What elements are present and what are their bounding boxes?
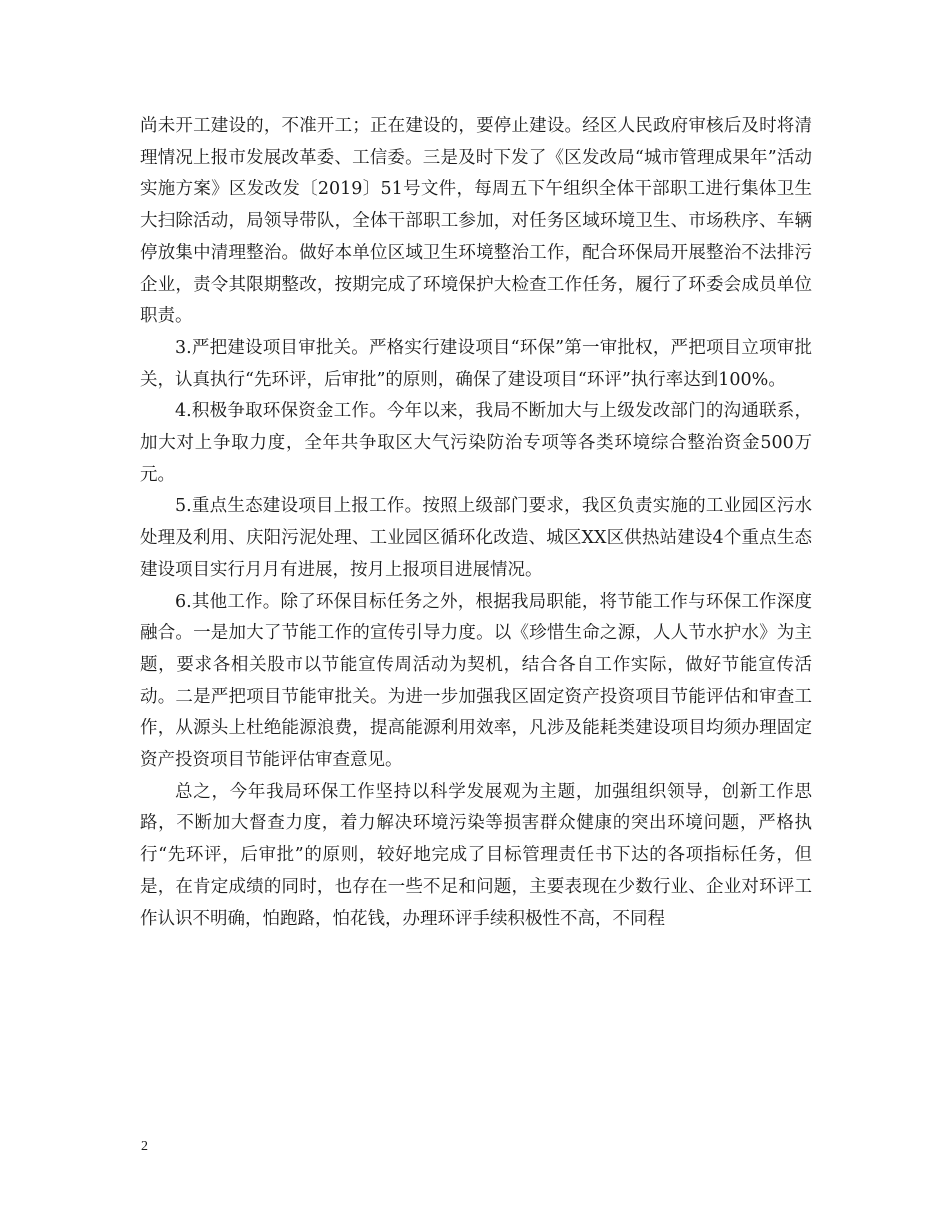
paragraph-item-5: 5.重点生态建设项目上报工作。按照上级部门要求，我区负责实施的工业园区污水处理及利用、庆阳污泥处理、工业园区循环化改造、城区XX区供热站建设4个重点生态建设项目实行月月有进展，按月上报项目进展情况。 — [140, 496, 812, 580]
paragraph-item-6: 6.其他工作。除了环保目标任务之外，根据我局职能，将节能工作与环保工作深度融合。一是加大了节能工作的宣传引导力度。以《珍惜生命之源，人人节水护水》为主题，要求各相关股市以节能宣传周活动为契机，结合各自工作实际，做好节能宣传活动。二是严把项目节能审批关。为进一步加强我区固定资产投资项目节能评估和审查工作，从源头上杜绝能源浪费，提高能源利用效率，凡涉及能耗类建设项目均须办理固定资产投资项目节能评估审查意见。 — [140, 591, 812, 771]
document-body — [140, 111, 812, 935]
page-number: 2 — [141, 1139, 148, 1154]
paragraph-summary: 总之，今年我局环保工作坚持以科学发展观为主题，加强组织领导，创新工作思路，不断加大督查力度，着力解决环境污染等损害群众健康的突出环境问题，严格执行“先环评，后审批”的原则，较好地完成了目标管理责任书下达的各项指标任务，但是，在肯定成绩的同时，也存在一些不足和问题，主要表现在少数行业、企业对环评工作认识不明确，怕跑路，怕花钱，办理环评手续积极性不高，不同程 — [140, 781, 812, 929]
paragraph-item-3: 3.严把建设项目审批关。严格实行建设项目“环保”第一审批权，严把项目立项审批关，认真执行“先环评，后审批”的原则，确保了建设项目“环评”执行率达到100%。 — [140, 337, 812, 390]
paragraph-continuation: 尚未开工建设的，不准开工；正在建设的，要停止建设。经区人民政府审核后及时将清理情况上报市发展改革委、工信委。三是及时下发了《区发改局“城市管理成果年”活动实施方案》区发改发〔2019〕51号文件，每周五下午组织全体干部职工进行集体卫生大扫除活动，局领导带队，全体干部职工参加，对任务区域环境卫生、市场秩序、车辆停放集中清理整治。做好本单位区域卫生环境整治工作，配合环保局开展整治不法排污企业，责令其限期整改，按期完成了环境保护大检查工作任务，履行了环委会成员单位职责。 — [140, 116, 812, 327]
paragraph-item-4: 4.积极争取环保资金工作。今年以来，我局不断加大与上级发改部门的沟通联系，加大对上争取力度，全年共争取区大气污染防治专项等各类环境综合整治资金500万元。 — [140, 401, 812, 485]
